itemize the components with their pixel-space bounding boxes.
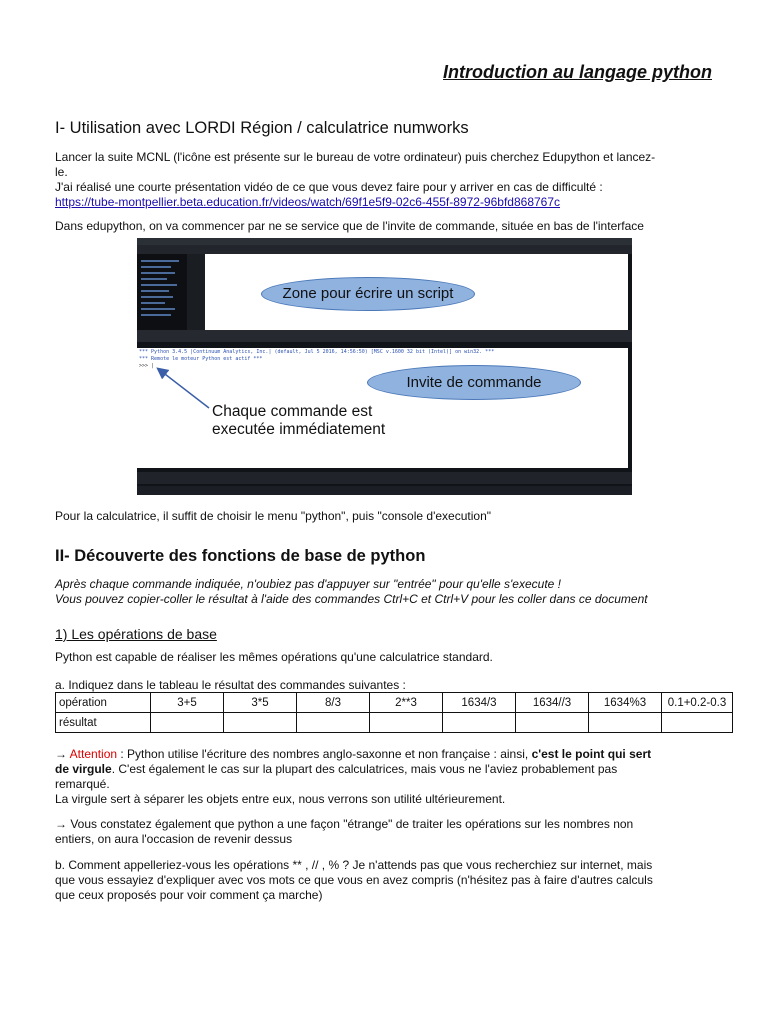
attention-bold1: c'est le point qui sert: [531, 747, 652, 761]
op-cell: 3*5: [224, 693, 297, 713]
row-label-operation: opération: [56, 693, 151, 713]
result-cell[interactable]: [443, 713, 516, 733]
row-label-resultat: résultat: [56, 713, 151, 733]
attention-word: Attention: [69, 747, 118, 761]
question-b: [55, 858, 715, 903]
result-cell[interactable]: [297, 713, 370, 733]
section2-para1: Python est capable de réaliser les mêmes opérations qu'une calculatrice standard.: [55, 650, 493, 664]
console-line1: *** Python 3.4.5 |Continuum Analytics, Inc.| (default, Jul 5 2016, 14:56:50) [MSC v.1600 32 bit (Intel)] on win32. ***: [139, 349, 495, 355]
execution-annotation: [212, 403, 385, 439]
question-b-line2: que vous essayiez d'expliquer avec vos mots ce que vous en avez compris (n'hésitez pas à faire d'autres calculs: [55, 873, 653, 887]
table-row: [56, 693, 733, 713]
op-cell: 1634/3: [443, 693, 516, 713]
result-cell[interactable]: [370, 713, 443, 733]
question-a: a. Indiquez dans le tableau le résultat des commandes suivantes :: [55, 678, 406, 692]
question-b-line3: que ceux proposés pour voir comment ça marche): [55, 888, 323, 902]
op-cell: 1634%3: [589, 693, 662, 713]
para1-line3: J'ai réalisé une courte présentation vidéo de ce que vous devez faire pour y arriver en cas de difficulté :: [55, 180, 603, 194]
attention-paragraph: [55, 747, 715, 807]
console-line2: *** Remote le moteur Python est actif ***: [139, 356, 263, 362]
para1-line2: le.: [55, 165, 68, 179]
attention-line4: La virgule sert à séparer les objets entre eux, nous verrons son utilité ultérieurement.: [55, 792, 506, 806]
invite-commande-callout: Invite de commande: [367, 365, 581, 400]
zone-script-callout: Zone pour écrire un script: [261, 277, 475, 311]
result-cell[interactable]: [662, 713, 733, 733]
edupython-screenshot: [137, 238, 632, 495]
operations-table: [55, 692, 733, 733]
section1-para2: Dans edupython, on va commencer par ne se service que de l'invite de commande, située en bas de l'interface: [55, 219, 644, 233]
result-cell[interactable]: [589, 713, 662, 733]
result-cell[interactable]: [151, 713, 224, 733]
attention-line3: remarqué.: [55, 777, 110, 791]
strange-line2: entiers, on aura l'occasion de revenir dessus: [55, 832, 293, 846]
strange-line1: → Vous constatez également que python a une façon "étrange" de traiter les opérations sur les nombres non: [55, 817, 634, 831]
question-b-line1: b. Comment appelleriez-vous les opérations ** , // , % ? Je n'attends pas que vous recherchiez sur internet, mais: [55, 858, 653, 872]
op-cell: 0.1+0.2-0.3: [662, 693, 733, 713]
op-cell: 8/3: [297, 693, 370, 713]
attention-bold2: de virgule: [55, 762, 112, 776]
section2-heading: II- Découverte des fonctions de base de python: [55, 547, 426, 565]
video-link[interactable]: https://tube-montpellier.beta.education.fr/videos/watch/69f1e5f9-02c6-455f-8972-96bfd868767c: [55, 195, 561, 209]
attention-text2: . C'est également le cas sur la plupart des calculatrices, mais vous ne l'aviez probablement pas: [111, 762, 618, 776]
annotation-line2: executée immédiatement: [212, 421, 386, 438]
console-prompt: >>> |: [139, 363, 155, 369]
section1-para3: Pour la calculatrice, il suffit de choisir le menu "python", puis "console d'execution": [55, 509, 492, 523]
attention-text1: : Python utilise l'écriture des nombres anglo-saxonne et non française : ainsi,: [117, 747, 532, 761]
intro-line2: Vous pouvez copier-coller le résultat à l'aide des commandes Ctrl+C et Ctrl+V pour les coller dans ce document: [55, 592, 648, 606]
op-cell: 2**3: [370, 693, 443, 713]
table-row: [56, 713, 733, 733]
op-cell: 3+5: [151, 693, 224, 713]
op-cell: 1634//3: [516, 693, 589, 713]
document-title: Introduction au langage python: [443, 62, 712, 82]
attention-arrow: →: [55, 747, 70, 761]
section1-heading: I- Utilisation avec LORDI Région / calculatrice numworks: [55, 119, 469, 137]
result-cell[interactable]: [516, 713, 589, 733]
para1-line1: Lancer la suite MCNL (l'icône est présente sur le bureau de votre ordinateur) puis cherchez Edupython et lancez-: [55, 150, 656, 164]
arrow-icon: [137, 238, 632, 495]
result-cell[interactable]: [224, 713, 297, 733]
annotation-line1: Chaque commande est: [212, 403, 373, 420]
section1-para1: [55, 150, 715, 210]
section2-intro: [55, 577, 715, 607]
strange-paragraph: [55, 817, 715, 847]
sub-heading-operations: 1) Les opérations de base: [55, 626, 217, 642]
intro-line1: Après chaque commande indiquée, n'oubiez pas d'appuyer sur "entrée" pour qu'elle s'execute !: [55, 577, 562, 591]
